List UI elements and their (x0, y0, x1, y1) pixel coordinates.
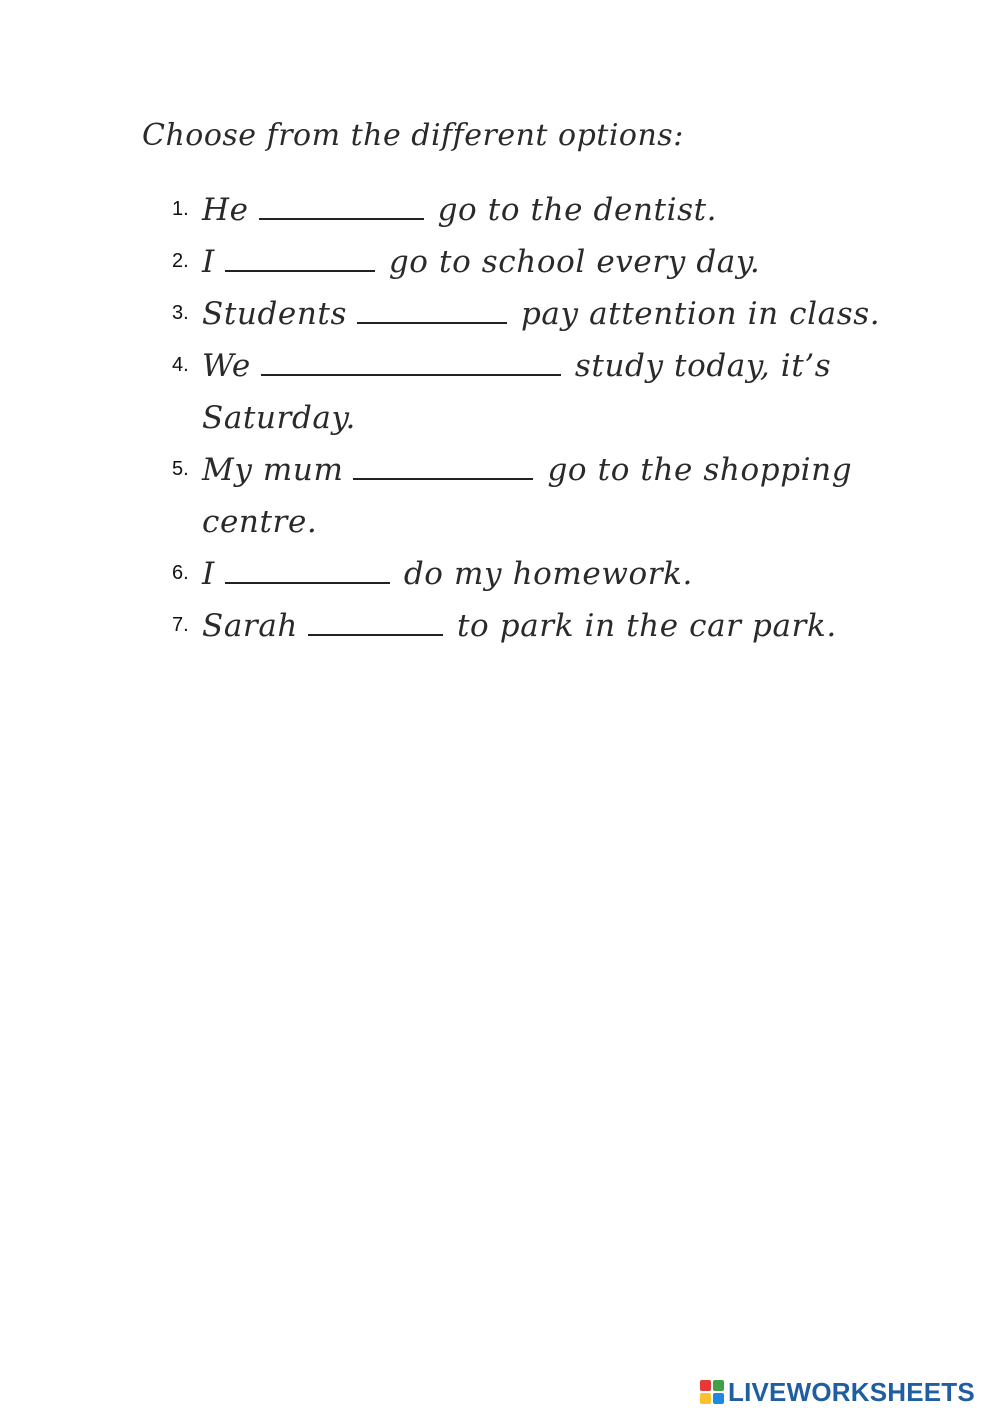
question-text-after: go to school every day. (388, 244, 761, 280)
liveworksheets-logo-icon (700, 1380, 724, 1404)
question-text-after: do my homework. (403, 556, 694, 592)
question-text-before: He (202, 192, 249, 228)
question-text-before: We (202, 348, 251, 384)
question-number: 5. (172, 458, 189, 480)
instruction-text: Choose from the different options: (142, 118, 684, 153)
question-continuation: Saturday. (202, 400, 356, 436)
question-line (202, 294, 880, 334)
answer-blank[interactable] (261, 373, 561, 376)
question-line (202, 606, 837, 646)
logo-square-green (713, 1380, 724, 1391)
question-line (202, 554, 693, 594)
answer-blank[interactable] (308, 633, 443, 636)
question-text-before: My mum (202, 452, 344, 488)
question-number: 2. (172, 250, 189, 272)
question-text-before: Sarah (202, 608, 298, 644)
question-line (202, 346, 831, 386)
answer-blank[interactable] (357, 321, 507, 324)
answer-blank[interactable] (259, 217, 424, 220)
question-number: 4. (172, 354, 189, 376)
question-number: 7. (172, 614, 189, 636)
answer-blank[interactable] (225, 269, 375, 272)
question-number: 1. (172, 198, 189, 220)
question-text-before: I (202, 556, 215, 592)
question-text-before: Students (202, 296, 347, 332)
logo-text: LIVEWORKSHEETS (728, 1376, 975, 1407)
logo-square-yellow (700, 1393, 711, 1404)
liveworksheets-logo (700, 1378, 975, 1406)
question-text-before: I (202, 244, 215, 280)
question-number: 3. (172, 302, 189, 324)
question-text-after: go to the dentist. (437, 192, 718, 228)
question-text-after: pay attention in class. (520, 296, 881, 332)
question-line (202, 450, 852, 490)
question-number: 6. (172, 562, 189, 584)
question-line (202, 190, 717, 230)
question-text-after: to park in the car park. (457, 608, 837, 644)
logo-square-red (700, 1380, 711, 1391)
logo-square-blue (713, 1393, 724, 1404)
answer-blank[interactable] (225, 581, 390, 584)
answer-blank[interactable] (353, 477, 533, 480)
question-text-after: go to the shopping (547, 452, 853, 488)
question-continuation: centre. (202, 504, 318, 540)
question-text-after: study today, it’s (574, 348, 832, 384)
question-line (202, 242, 760, 282)
